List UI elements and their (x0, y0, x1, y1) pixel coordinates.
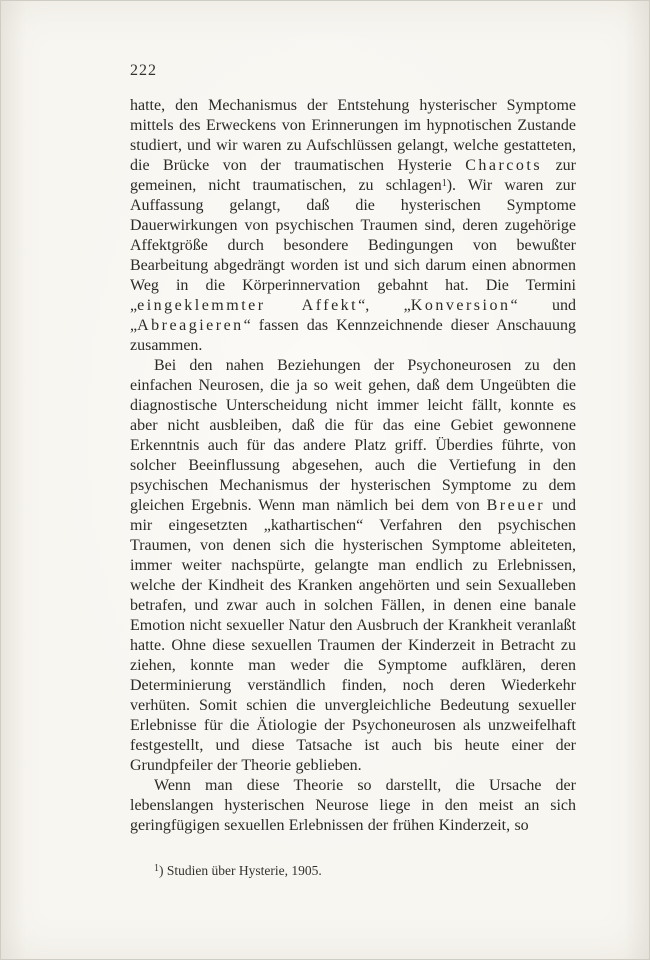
text-run: ) Studien über Hysterie, 1905. (159, 863, 322, 878)
paragraph (130, 776, 576, 836)
text-run: Wenn man diese Theorie so darstellt, die Ursache der lebenslangen hysterischen Neurose liege in den meist an sich geringfügigen sexuellen Erlebnissen der frühen Kinderzeit, so (130, 777, 576, 834)
page-number: 222 (130, 62, 157, 79)
paragraph (130, 96, 576, 356)
paragraph (130, 356, 576, 776)
emphasized-term: eingeklemmter Affekt (137, 297, 359, 314)
emphasized-term: Konversion (410, 297, 511, 314)
text-run: hatte, den Mechanismus der Entstehung hysterischer Symptome mittels des Erweckens von Erinnerungen im hypnotischen Zustande studiert, und wir waren zu Aufschlüssen gelangt, welche gestatteten, die Brücke von der traumatischen Hysterie (130, 97, 576, 174)
text-block (130, 96, 576, 836)
text-run: “ und „ (130, 297, 577, 334)
emphasized-term: Breuer (486, 497, 546, 514)
emphasized-term: Charcots (465, 157, 543, 174)
text-run: ). Wir waren zur Auffassung gelangt, daß die hysterischen Symptome Dauerwirkungen von psychischen Traumen sind, deren zugehörige Affektgröße durch besondere Bedingungen von bewußter Bearbeitung abgedrängt worden ist und sich darum einen abnormen Weg in die Körperinnervation gebahnt hat. Die Termini „ (130, 177, 577, 314)
text-run: zur gemeinen, nicht traumatischen, zu schlagen (130, 157, 577, 194)
text-column (130, 62, 576, 879)
text-run: und mir eingesetzten „kathartischen“ Verfahren den psychischen Traumen, von denen sich die hysterischen Symptome ableiteten, immer weiter nachspürte, gelangte man endlich zu Erlebnissen, welche der Kindheit des Kranken angehörten und sein Sexualleben betrafen, und zwar auch in solchen Fällen, in denen eine banale Emotion nicht sexueller Natur den Ausbruch der Krankheit veranlaßt hatte. Ohne diese sexuellen Traumen der Kinderzeit in Betracht zu ziehen, konnte man weder die Symptome aufklären, deren Determinierung verständlich finden, noch deren Wiederkehr verhüten. Somit schien die unvergleichliche Bedeutung sexueller Erlebnisse für die Ätiologie der Psychoneurosen als unzweifelhaft festgestellt, und diese Tatsache ist auch bis heute einer der Grundpfeiler der Theorie geblieben. (130, 497, 576, 774)
text-run: “, „ (358, 297, 411, 314)
footnote-reference: 1 (154, 862, 159, 874)
text-run: “ fassen das Kennzeichnende dieser Anschauung zusammen. (130, 317, 576, 354)
text-run: Bei den nahen Beziehungen der Psychoneurosen zu den einfachen Neurosen, die ja so weit gehen, daß dem Ungeübten die diagnostische Unterscheidung nicht immer leicht fällt, konnte es aber nicht ausbleiben, daß die für das eine Gebiet gewonnene Erkenntnis auch für das andere Platz griff. Überdies führte, von solcher Beeinflussung abgesehen, auch die Vertiefung in den psychischen Mechanismus der hysterischen Symptome zu dem gleichen Ergebnis. Wenn man nämlich bei dem von (130, 357, 576, 514)
footnote (130, 862, 576, 879)
emphasized-term: Abreagieren (137, 317, 244, 334)
footnote-reference: 1 (441, 177, 447, 189)
